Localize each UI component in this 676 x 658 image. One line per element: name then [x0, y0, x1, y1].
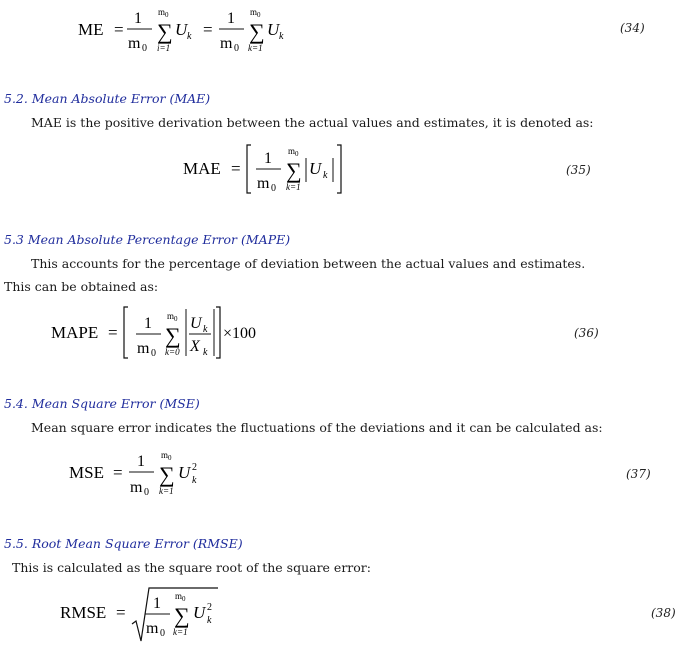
- eq35-lhs: MAE: [183, 159, 221, 178]
- eq35-right-bracket: [337, 145, 341, 193]
- eq34-equals: =: [114, 20, 124, 39]
- eq37-lower-limit: k=1: [159, 486, 174, 496]
- eq35-numerator: 1: [264, 150, 272, 167]
- eq38-lhs: RMSE: [60, 603, 107, 622]
- eq38-variable: U: [193, 603, 206, 622]
- eq34-upper-limit-sub-2: 0: [257, 11, 261, 19]
- eq37-denominator: m: [130, 479, 143, 496]
- eq36-left-bracket: [124, 307, 128, 358]
- eq36-inner-denominator-sub: k: [203, 347, 208, 358]
- eq34-equals-2: =: [203, 20, 213, 39]
- equation-me: [70, 2, 310, 54]
- eq38-numerator: 1: [153, 595, 161, 612]
- eq36-upper-limit: m: [167, 311, 175, 321]
- eq38-equals: =: [116, 603, 126, 622]
- eq35-lower-limit: k=1: [286, 182, 301, 192]
- eq36-right-bracket: [216, 307, 220, 358]
- eq38-variable-sup: 2: [207, 602, 212, 613]
- equation-number-34: (34): [620, 21, 645, 35]
- eq34-lower-limit-2: k=1: [248, 43, 263, 53]
- eq36-lhs: MAPE: [51, 323, 99, 342]
- eq36-numerator: 1: [144, 315, 152, 332]
- eq38-upper-limit-sub: 0: [182, 595, 186, 603]
- eq36-sigma: ∑: [165, 323, 181, 348]
- eq36-times-100: ×100: [223, 325, 257, 342]
- eq34-variable-sub-2: k: [279, 31, 284, 42]
- eq37-variable: U: [178, 463, 191, 482]
- eq35-upper-limit: m: [288, 146, 296, 156]
- eq37-upper-limit: m: [161, 450, 169, 460]
- paragraph-mape-2: This can be obtained as:: [4, 279, 159, 294]
- eq34-denominator-sub: 0: [142, 43, 147, 54]
- equation-mse: [66, 445, 226, 499]
- eq34-lower-limit: i=1: [157, 43, 171, 53]
- eq35-left-bracket: [247, 145, 251, 193]
- eq34-variable-sub: k: [187, 31, 192, 42]
- equation-mae: [180, 136, 350, 198]
- equation-number-35: (35): [566, 163, 591, 177]
- eq36-inner-numerator: U: [190, 315, 202, 332]
- paragraph-mape-1: This accounts for the percentage of deviation between the actual values and estimates.: [31, 256, 586, 271]
- eq35-variable: U: [309, 159, 322, 178]
- eq38-lower-limit: k=1: [173, 627, 188, 637]
- heading-rmse: 5.5. Root Mean Square Error (RMSE): [4, 536, 243, 551]
- equation-number-38: (38): [651, 606, 676, 620]
- eq37-sigma: ∑: [159, 462, 175, 487]
- eq34-upper-limit-sub: 0: [165, 11, 169, 19]
- eq34-denominator: m: [128, 35, 141, 52]
- equation-number-37: (37): [626, 467, 651, 481]
- eq34-denominator-sub-2: 0: [234, 43, 239, 54]
- eq36-upper-limit-sub: 0: [174, 315, 178, 323]
- eq38-denominator-sub: 0: [160, 628, 165, 639]
- equation-mape: [48, 300, 278, 364]
- eq36-inner-numerator-sub: k: [203, 324, 208, 335]
- heading-mae: 5.2. Mean Absolute Error (MAE): [4, 91, 211, 106]
- eq38-variable-sub: k: [207, 615, 212, 626]
- heading-mape: 5.3 Mean Absolute Percentage Error (MAPE): [4, 232, 291, 247]
- eq38-denominator: m: [146, 620, 159, 637]
- eq35-denominator: m: [257, 175, 270, 192]
- eq34-variable: U: [175, 20, 188, 39]
- eq36-denominator: m: [137, 340, 150, 357]
- eq36-inner-denominator: X: [190, 338, 200, 355]
- eq36-equals: =: [108, 323, 118, 342]
- eq37-upper-limit-sub: 0: [168, 454, 172, 462]
- eq36-lower-limit: k=0: [165, 347, 180, 357]
- heading-mse: 5.4. Mean Square Error (MSE): [4, 396, 200, 411]
- eq35-upper-limit-sub: 0: [295, 150, 299, 158]
- eq37-equals: =: [113, 463, 123, 482]
- eq34-sigma: ∑: [157, 19, 173, 44]
- eq34-sigma-2: ∑: [249, 19, 265, 44]
- equation-number-36: (36): [574, 326, 599, 340]
- equation-rmse: [56, 584, 226, 646]
- eq34-lhs: ME: [78, 20, 104, 39]
- paragraph-rmse: This is calculated as the square root of the square error:: [12, 560, 371, 575]
- eq35-denominator-sub: 0: [271, 183, 276, 194]
- eq37-denominator-sub: 0: [144, 487, 149, 498]
- eq35-equals: =: [231, 159, 241, 178]
- eq34-upper-limit: m: [158, 7, 166, 17]
- eq34-upper-limit-2: m: [250, 7, 258, 17]
- eq34-denominator-2: m: [220, 35, 233, 52]
- eq37-variable-sub: k: [192, 475, 197, 486]
- eq35-variable-sub: k: [323, 170, 328, 181]
- paragraph-mse: Mean square error indicates the fluctuations of the deviations and it can be calculated as:: [31, 420, 603, 435]
- eq37-lhs: MSE: [69, 463, 104, 482]
- eq34-variable-2: U: [267, 20, 280, 39]
- eq38-upper-limit: m: [175, 591, 183, 601]
- eq38-sigma: ∑: [174, 603, 190, 628]
- paragraph-mae: MAE is the positive derivation between the actual values and estimates, it is denoted as:: [31, 115, 594, 130]
- eq34-numerator: 1: [134, 10, 142, 27]
- eq35-sigma: ∑: [286, 158, 302, 183]
- eq37-numerator: 1: [137, 453, 145, 470]
- eq37-variable-sup: 2: [192, 462, 197, 473]
- eq36-denominator-sub: 0: [151, 348, 156, 359]
- eq34-numerator-2: 1: [227, 10, 235, 27]
